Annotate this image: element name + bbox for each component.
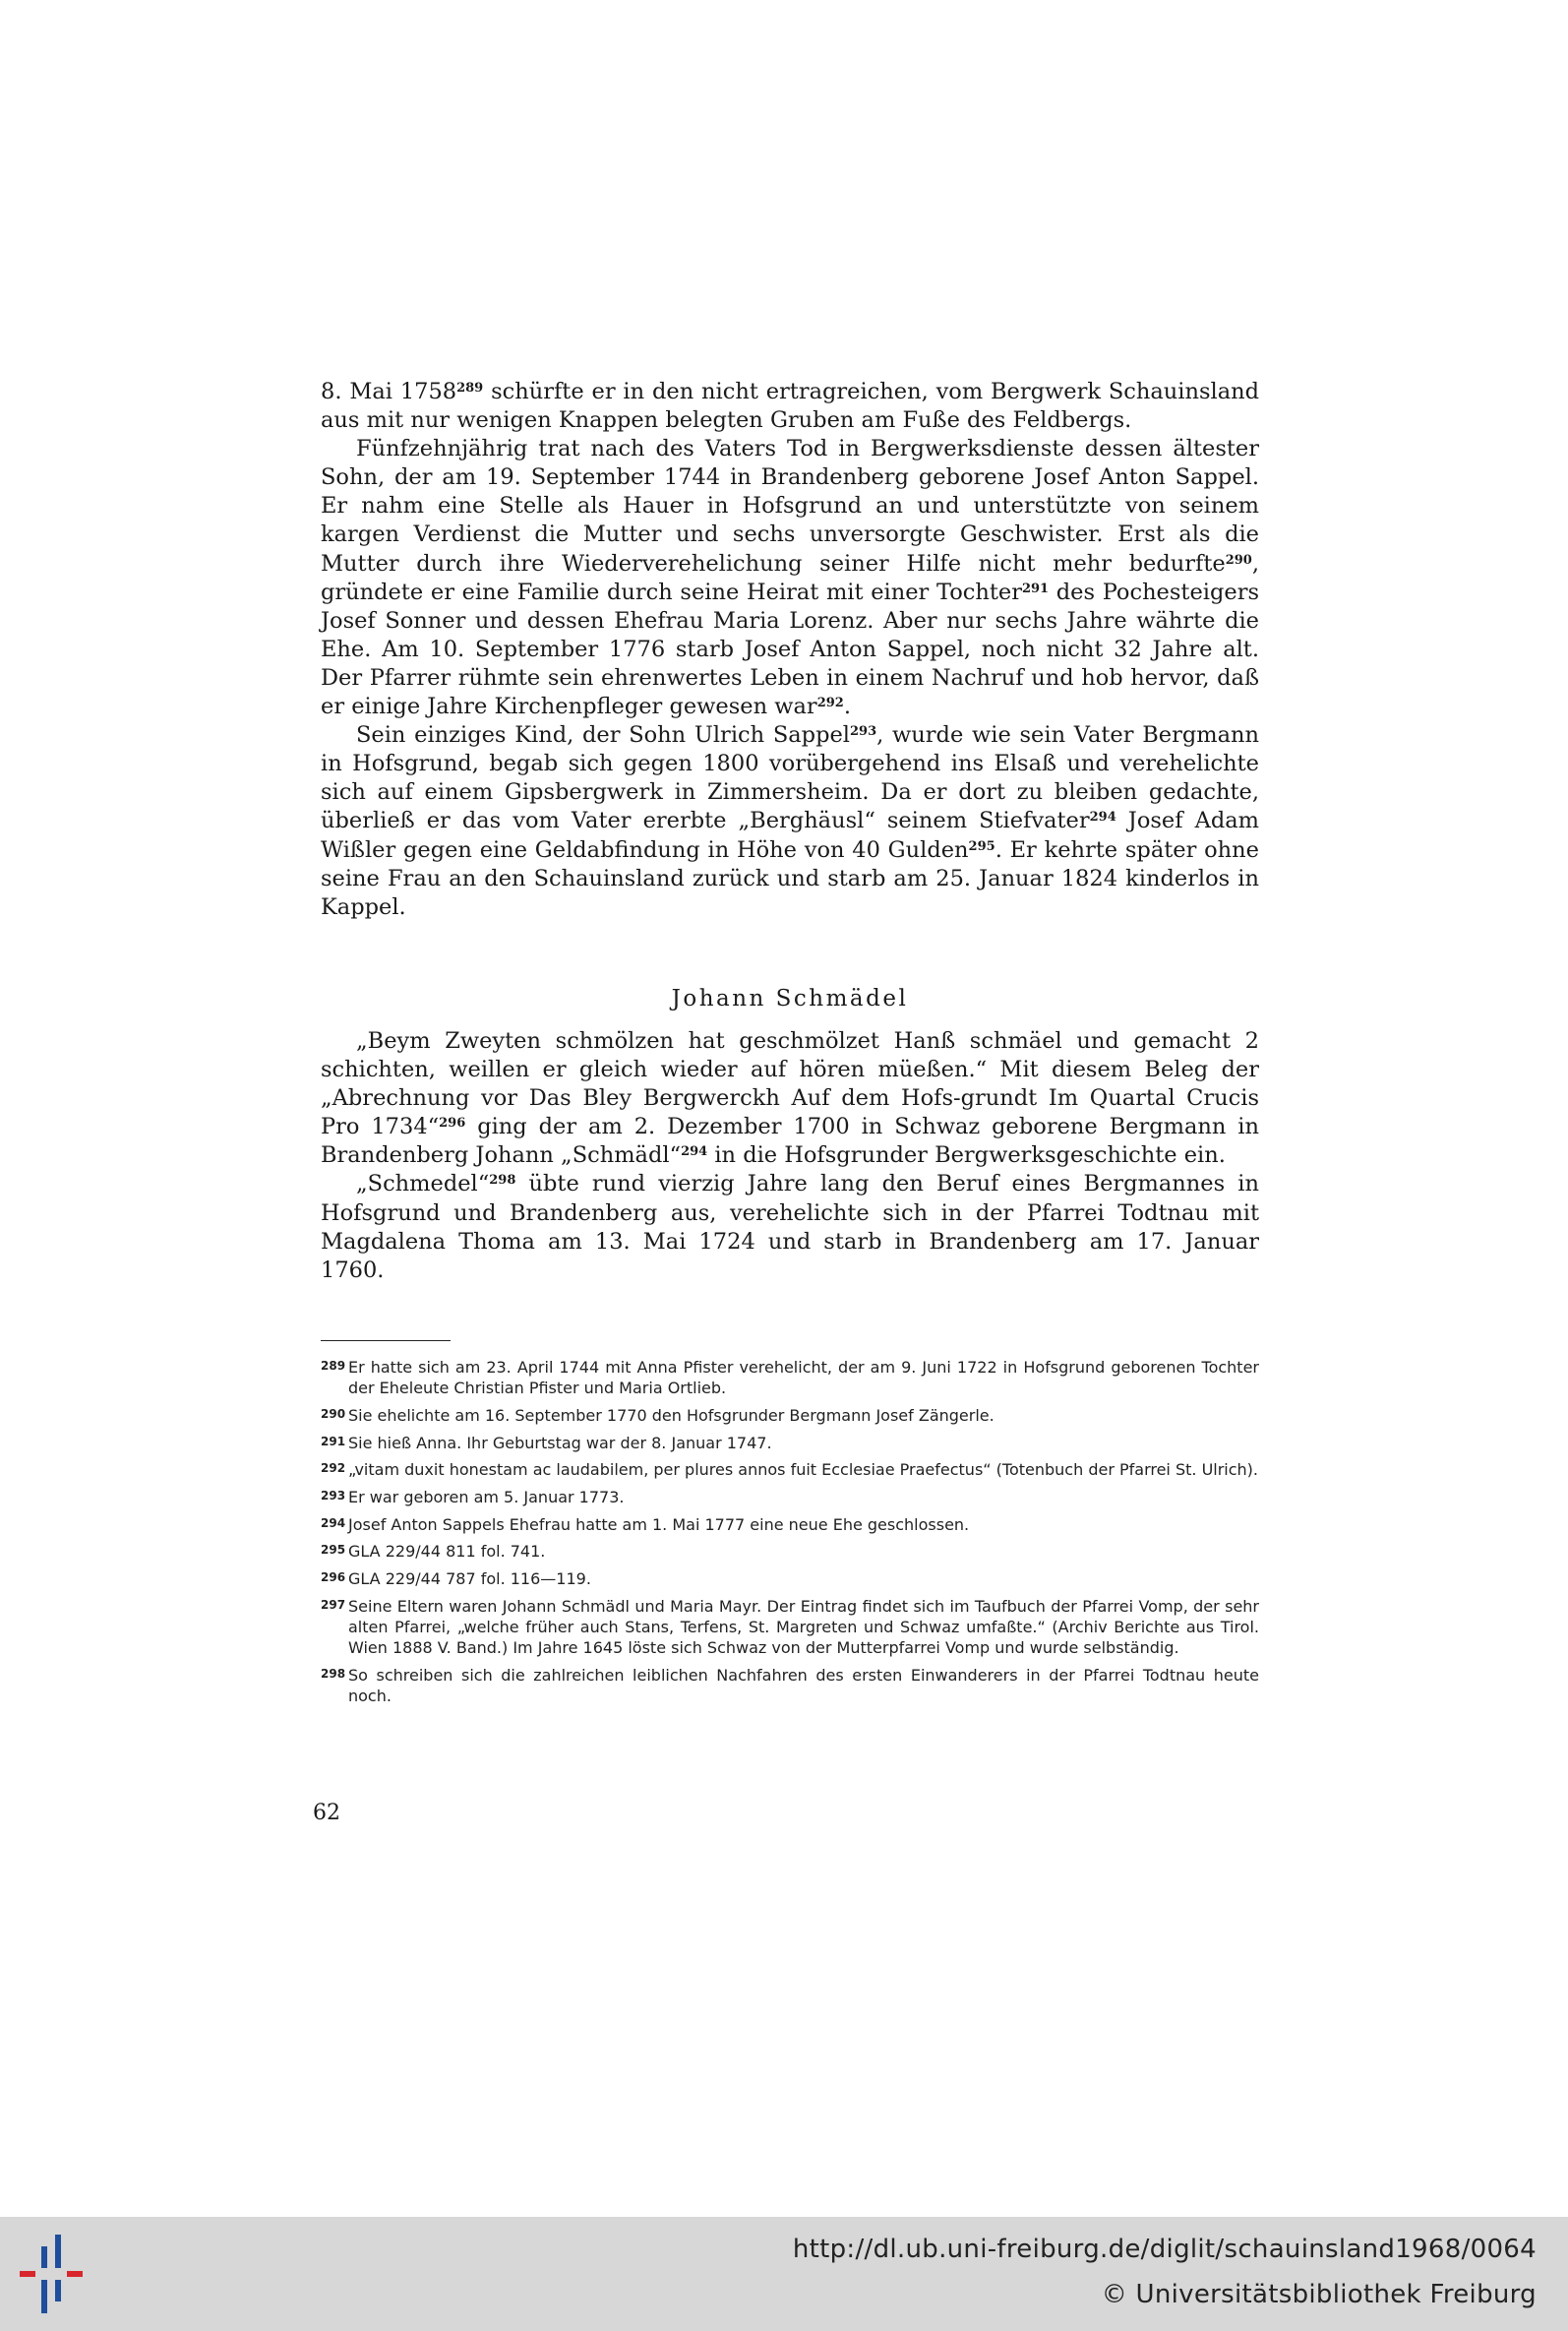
paragraph [321, 721, 1259, 922]
footnote-text: Sie hieß Anna. Ihr Geburtstag war der 8. Januar 1747. [348, 1433, 772, 1452]
footnote [321, 1357, 1259, 1398]
text-run: . [843, 694, 851, 720]
text-run: des Pochesteigers Josef Sonner und dessen Ehefrau Maria Lorenz. Aber nur sechs Jahre währte die Ehe. Am 10. September 1776 starb Josef Anton Sappel, noch nicht 32 Jahre alt. Der Pfarrer rühmte sein ehrenwertes Leben in einem Nachruf und hob hervor, daß er einige Jahre Kirchenpfleger gewesen war [321, 579, 1259, 720]
text-run: ging der am 2. Dezember 1700 in Schwaz geborene Bergmann in Brandenberg Johann „Schmädl“ [321, 1114, 1259, 1169]
footnote-number: 295 [321, 1543, 346, 1558]
paragraph [321, 435, 1259, 721]
footnotes [321, 1357, 1259, 1713]
footnote-reference: 291 [1021, 581, 1050, 596]
footnote-reference: 290 [1225, 552, 1252, 568]
paragraph [321, 1170, 1259, 1284]
text-run: in die Hofsgrunder Bergwerksgeschichte ein. [707, 1142, 1226, 1169]
footnote-reference: 294 [681, 1144, 708, 1160]
copyright-notice: © Universitätsbibliothek Freiburg [1101, 2280, 1537, 2309]
footnote [321, 1596, 1259, 1659]
document-url-link[interactable]: http://dl.ub.uni-freiburg.de/diglit/schauinsland1968/0064 [792, 2235, 1537, 2264]
text-run: „Schmedel“ [356, 1171, 490, 1197]
footnote-text: So schreiben sich die zahlreichen leiblichen Nachfahren des ersten Einwanderers in der Pfarrei Todtnau heute noch. [348, 1665, 1259, 1706]
footnote-reference: 295 [968, 838, 995, 854]
text-run: Josef Adam Wißler gegen eine Geldabfindung in Höhe von 40 Gulden [321, 808, 1259, 863]
footnote-number: 294 [321, 1515, 346, 1530]
footnote-number: 290 [321, 1406, 346, 1421]
footnote-text: Sie ehelichte am 16. September 1770 den Hofsgrunder Bergmann Josef Zängerle. [348, 1405, 995, 1425]
ub-freiburg-logo-icon [20, 2235, 98, 2313]
footnote-text: GLA 229/44 787 fol. 116—119. [348, 1569, 591, 1589]
paragraph [321, 378, 1259, 435]
footnote-number: 296 [321, 1570, 346, 1585]
text-run: „Beym Zweyten schmölzen hat geschmölzet Hanß schmäel und gemacht 2 schichten, weillen er gleich wieder auf hören müeßen.“ Mit diesem Beleg der „Abrechnung vor Das Bley Bergwerckh Auf dem Hofs-grundt Im Quartal Crucis Pro 1734“ [321, 1028, 1259, 1140]
text-run: 8. Mai 1758 [321, 379, 457, 404]
footnote [321, 1459, 1259, 1480]
footnote-reference: 293 [850, 724, 877, 740]
footnote-text: Er war geboren am 5. Januar 1773. [348, 1488, 625, 1507]
page-number: 62 [313, 1801, 340, 1825]
footnote [321, 1514, 1259, 1535]
footnote-separator [321, 1340, 451, 1341]
text-run: , wurde wie sein Vater Bergmann in Hofsgrund, begab sich gegen 1800 vorübergehend ins Elsaß und verehelichte sich auf einem Gipsbergwerk in Zimmersheim. Da er dort zu bleiben gedachte, überließ er das vom Vater ererbte „Berghäusl“ seinem Stiefvater [321, 722, 1259, 834]
footnote-text: Er hatte sich am 23. April 1744 mit Anna Pfister verehelicht, der am 9. Juni 1722 in Hofsgrund geborenen Tochter der Eheleute Christian Pfister und Maria Ortlieb. [348, 1358, 1259, 1398]
footnote [321, 1433, 1259, 1453]
footnote-reference: 292 [816, 696, 844, 711]
footnote-text: „vitam duxit honestam ac laudabilem, per plures annos fuit Ecclesiae Praefectus“ (Totenbuch der Pfarrei St. Ulrich). [348, 1460, 1259, 1480]
footnote [321, 1487, 1259, 1507]
text-run: schürfte er in den nicht ertragreichen, vom Bergwerk Schauinsland aus mit nur wenigen Knappen belegten Gruben am Fuße des Feldbergs. [321, 379, 1259, 434]
text-run: . Er kehrte später ohne seine Frau an den Schauinsland zurück und starb am 25. Januar 1824 kinderlos in Kappel. [321, 836, 1259, 920]
footnote-number: 293 [321, 1489, 346, 1503]
text-run: Fünfzehnjährig trat nach des Vaters Tod in Bergwerksdienste dessen ältester Sohn, der am 19. September 1744 in Brandenberg geborene Josef Anton Sappel. Er nahm eine Stelle als Hauer in Hofsgrund an und unterstützte von seinem kargen Verdienst die Mutter und sechs unversorgte Geschwister. Erst als die Mutter durch ihre Wiederverehelichung seiner Hilfe nicht mehr bedurfte [321, 436, 1259, 577]
footnote-number: 297 [321, 1597, 346, 1612]
paragraph [321, 1027, 1259, 1170]
footnote-reference: 298 [489, 1173, 516, 1189]
body-text-section [321, 1027, 1259, 1285]
footnote [321, 1405, 1259, 1426]
footnote [321, 1568, 1259, 1589]
text-run: übte rund vierzig Jahre lang den Beruf eines Bergmannes in Hofsgrund und Brandenberg aus, verehelichte sich in der Pfarrei Todtnau mit Magdalena Thoma am 13. Mai 1724 und starb in Brandenberg am 17. Januar 1760. [321, 1171, 1259, 1283]
footnote-number: 298 [321, 1666, 346, 1681]
footnote-reference: 296 [439, 1116, 466, 1132]
footnote-text: Josef Anton Sappels Ehefrau hatte am 1. Mai 1777 eine neue Ehe geschlossen. [348, 1514, 970, 1534]
footnote-text: Seine Eltern waren Johann Schmädl und Maria Mayr. Der Eintrag findet sich im Taufbuch der Pfarrei Vomp, der sehr alten Pfarrei, „welche früher auch Stans, Terfens, St. Margreten und Schwaz umfaßte.“ (Archiv Berichte aus Tirol. Wien 1888 V. Band.) Im Jahre 1645 löste sich Schwaz von der Mutterpfarrei Vomp und wurde selbständig. [348, 1596, 1259, 1658]
footnote-reference: 289 [456, 381, 484, 396]
footnote-number: 292 [321, 1461, 346, 1476]
footnote-number: 289 [321, 1359, 346, 1373]
footnote-number: 291 [321, 1434, 346, 1448]
text-run: , gründete er eine Familie durch seine Heirat mit einer Tochter [321, 550, 1259, 605]
footnote-text: GLA 229/44 811 fol. 741. [348, 1542, 546, 1562]
footnote [321, 1541, 1259, 1562]
viewer-footer [0, 2217, 1568, 2331]
footnote-reference: 294 [1089, 810, 1116, 826]
text-run: Sein einziges Kind, der Sohn Ulrich Sappel [356, 722, 850, 749]
footnote [321, 1665, 1259, 1706]
body-text-top [321, 378, 1259, 922]
section-heading: Johann Schmädel [671, 986, 909, 1012]
